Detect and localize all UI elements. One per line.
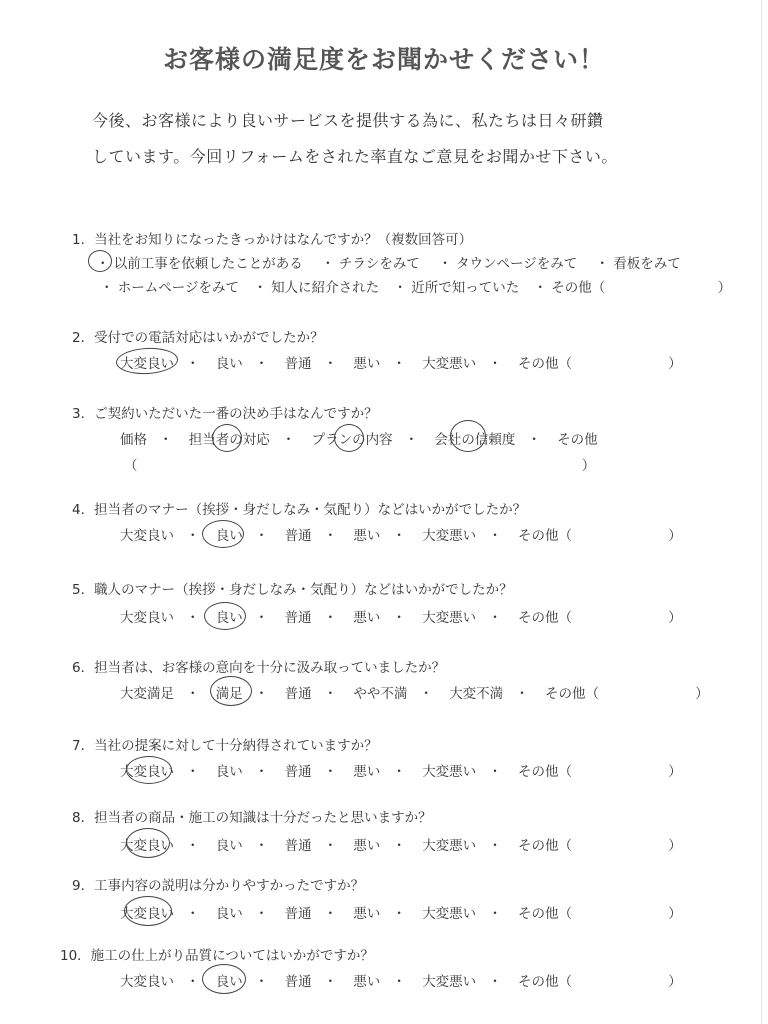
q1-option-previous-work[interactable]: ・ 以前工事を依頼したことがある	[96, 256, 303, 272]
q8-option-other[interactable]: その他（	[517, 838, 572, 854]
q10-other-close: ）	[668, 974, 682, 990]
q3-options: 価格 ・ 担当者の対応 ・ プランの内容 ・ 会社の信頼度 ・ その他	[120, 428, 598, 448]
q5-options: 大変良い ・ 良い ・ 普通 ・ 悪い ・ 大変悪い ・ その他（ ）	[120, 606, 682, 626]
q9-option-other[interactable]: その他（	[517, 906, 572, 922]
question-3: 3．ご契約いただいた一番の決め手はなんですか？	[72, 406, 378, 422]
q4-other-close: ）	[668, 528, 682, 544]
q2-other-close: ）	[668, 356, 682, 372]
q5-option-other[interactable]: その他（	[517, 610, 572, 626]
q8-option-bad[interactable]: 悪い	[353, 838, 381, 854]
question-6: 6．担当者は、お客様の意向を十分に汲み取っていましたか？	[72, 660, 446, 676]
q1-other-close: ）	[717, 280, 732, 296]
q1-options-row-1	[96, 252, 681, 272]
q5-option-normal[interactable]: 普通	[284, 610, 312, 626]
question-2: 2．受付での電話対応はいかがでしたか？	[72, 330, 324, 346]
intro-line-1: 今後、お客様により良いサービスを提供する為に、私たちは日々研鑽	[92, 111, 604, 130]
q10-option-other[interactable]: その他（	[517, 974, 572, 990]
q5-option-bad[interactable]: 悪い	[353, 610, 381, 626]
q6-option-other[interactable]: その他（	[544, 686, 599, 702]
q7-option-normal[interactable]: 普通	[284, 764, 312, 780]
q9-option-bad[interactable]: 悪い	[353, 906, 381, 922]
q8-option-very-good[interactable]: 大変良い	[120, 838, 174, 854]
q1-option-homepage[interactable]: ・ ホームページをみて	[100, 280, 240, 296]
q9-option-very-good[interactable]: 大変良い	[120, 906, 174, 922]
q6-option-somewhat-dissatisfied[interactable]: やや不満	[353, 686, 408, 702]
question-10: 10．施工の仕上がり品質についてはいかがですか？	[60, 948, 374, 964]
q10-options: 大変良い ・ 良い ・ 普通 ・ 悪い ・ 大変悪い ・ その他（ ）	[120, 970, 682, 990]
q9-option-good[interactable]: 良い	[215, 906, 243, 922]
q7-option-good[interactable]: 良い	[215, 764, 243, 780]
q6-option-normal[interactable]: 普通	[284, 686, 312, 702]
q5-option-very-good[interactable]: 大変良い	[120, 610, 174, 626]
q3-option-company-trust[interactable]: 会社の信頼度	[434, 432, 516, 448]
question-1: 1．当社をお知りになったきっかけはなんですか？（複数回答可）	[72, 232, 473, 248]
q7-option-bad[interactable]: 悪い	[353, 764, 381, 780]
q2-option-other[interactable]: その他（	[517, 356, 572, 372]
q10-option-normal[interactable]: 普通	[284, 974, 312, 990]
q1-option-referral[interactable]: ・ 知人に紹介された	[253, 280, 380, 296]
q5-option-very-bad[interactable]: 大変悪い	[422, 610, 477, 626]
q10-option-bad[interactable]: 悪い	[353, 974, 381, 990]
q9-other-close: ）	[668, 906, 682, 922]
q4-option-very-good[interactable]: 大変良い	[120, 528, 174, 544]
q2-options: 大変良い ・ 良い ・ 普通 ・ 悪い ・ 大変悪い ・ その他（ ）	[120, 352, 682, 372]
q9-option-normal[interactable]: 普通	[284, 906, 312, 922]
q3-option-staff-response[interactable]: 担当者の対応	[188, 432, 270, 448]
q2-option-normal[interactable]: 普通	[284, 356, 312, 372]
q6-option-satisfied[interactable]: 満足	[215, 686, 243, 702]
q9-option-very-bad[interactable]: 大変悪い	[422, 906, 477, 922]
q4-option-good[interactable]: 良い	[215, 528, 243, 544]
q8-option-very-bad[interactable]: 大変悪い	[422, 838, 477, 854]
q4-option-very-bad[interactable]: 大変悪い	[422, 528, 477, 544]
question-8: 8．担当者の商品・施工の知識は十分だったと思いますか？	[72, 810, 432, 826]
survey-title: お客様の満足度をお聞かせください！	[162, 45, 605, 74]
q7-options: 大変良い ・ 良い ・ 普通 ・ 悪い ・ 大変悪い ・ その他（ ）	[120, 760, 682, 780]
question-4: 4．担当者のマナー（挨拶・身だしなみ・気配り）などはいかがでしたか？	[72, 502, 527, 518]
q8-option-good[interactable]: 良い	[215, 838, 243, 854]
q6-option-very-dissatisfied[interactable]: 大変不満	[449, 686, 504, 702]
q5-option-good[interactable]: 良い	[215, 610, 243, 626]
page-edge-line	[761, 0, 762, 1024]
q2-option-very-bad[interactable]: 大変悪い	[422, 356, 477, 372]
q10-option-good[interactable]: 良い	[215, 974, 243, 990]
q1-option-other[interactable]: ・ その他（	[533, 280, 606, 296]
q8-option-normal[interactable]: 普通	[284, 838, 312, 854]
q7-other-close: ）	[668, 764, 682, 780]
q4-option-other[interactable]: その他（	[517, 528, 572, 544]
q9-options: 大変良い ・ 良い ・ 普通 ・ 悪い ・ 大変悪い ・ その他（ ）	[120, 902, 682, 922]
q3-option-other[interactable]: その他	[557, 432, 598, 448]
q5-other-close: ）	[668, 610, 682, 626]
q2-option-bad[interactable]: 悪い	[353, 356, 381, 372]
q2-option-good[interactable]: 良い	[215, 356, 243, 372]
q4-options: 大変良い ・ 良い ・ 普通 ・ 悪い ・ 大変悪い ・ その他（ ）	[120, 524, 682, 544]
q3-option-plan-content[interactable]: プランの内容	[311, 432, 393, 448]
q8-other-close: ）	[668, 838, 682, 854]
q7-option-other[interactable]: その他（	[517, 764, 572, 780]
q3-other-close: ）	[581, 458, 596, 474]
q10-option-very-good[interactable]: 大変良い	[120, 974, 174, 990]
q1-options-row-2	[100, 276, 731, 296]
q7-option-very-bad[interactable]: 大変悪い	[422, 764, 477, 780]
q1-option-neighborhood[interactable]: ・ 近所で知っていた	[393, 280, 520, 296]
question-7: 7．当社の提案に対して十分納得されていますか？	[72, 738, 378, 754]
q8-options: 大変良い ・ 良い ・ 普通 ・ 悪い ・ 大変悪い ・ その他（ ）	[120, 834, 682, 854]
q6-other-close: ）	[695, 686, 709, 702]
question-9: 9．工事内容の説明は分かりやすかったですか？	[72, 878, 365, 894]
q7-option-very-good[interactable]: 大変良い	[120, 764, 174, 780]
intro-line-2: しています。今回リフォームをされた率直なご意見をお聞かせ下さい。	[92, 147, 618, 166]
q3-option-price[interactable]: 価格	[120, 432, 147, 448]
q1-option-townpage[interactable]: ・ タウンページをみて	[438, 256, 578, 272]
q6-options: 大変満足 ・ 満足 ・ 普通 ・ やや不満 ・ 大変不満 ・ その他（ ）	[120, 682, 709, 702]
q4-option-bad[interactable]: 悪い	[353, 528, 381, 544]
q3-other-open: （	[124, 458, 138, 474]
q3-other-line	[124, 454, 595, 474]
q1-option-signboard[interactable]: ・ 看板をみて	[595, 256, 681, 272]
q1-option-flyer[interactable]: ・ チラシをみて	[321, 256, 420, 272]
q2-option-very-good[interactable]: 大変良い	[120, 356, 174, 372]
question-5: 5．職人のマナー（挨拶・身だしなみ・気配り）などはいかがでしたか？	[72, 582, 513, 598]
q6-option-very-satisfied[interactable]: 大変満足	[120, 686, 174, 702]
q4-option-normal[interactable]: 普通	[284, 528, 312, 544]
q10-option-very-bad[interactable]: 大変悪い	[422, 974, 477, 990]
